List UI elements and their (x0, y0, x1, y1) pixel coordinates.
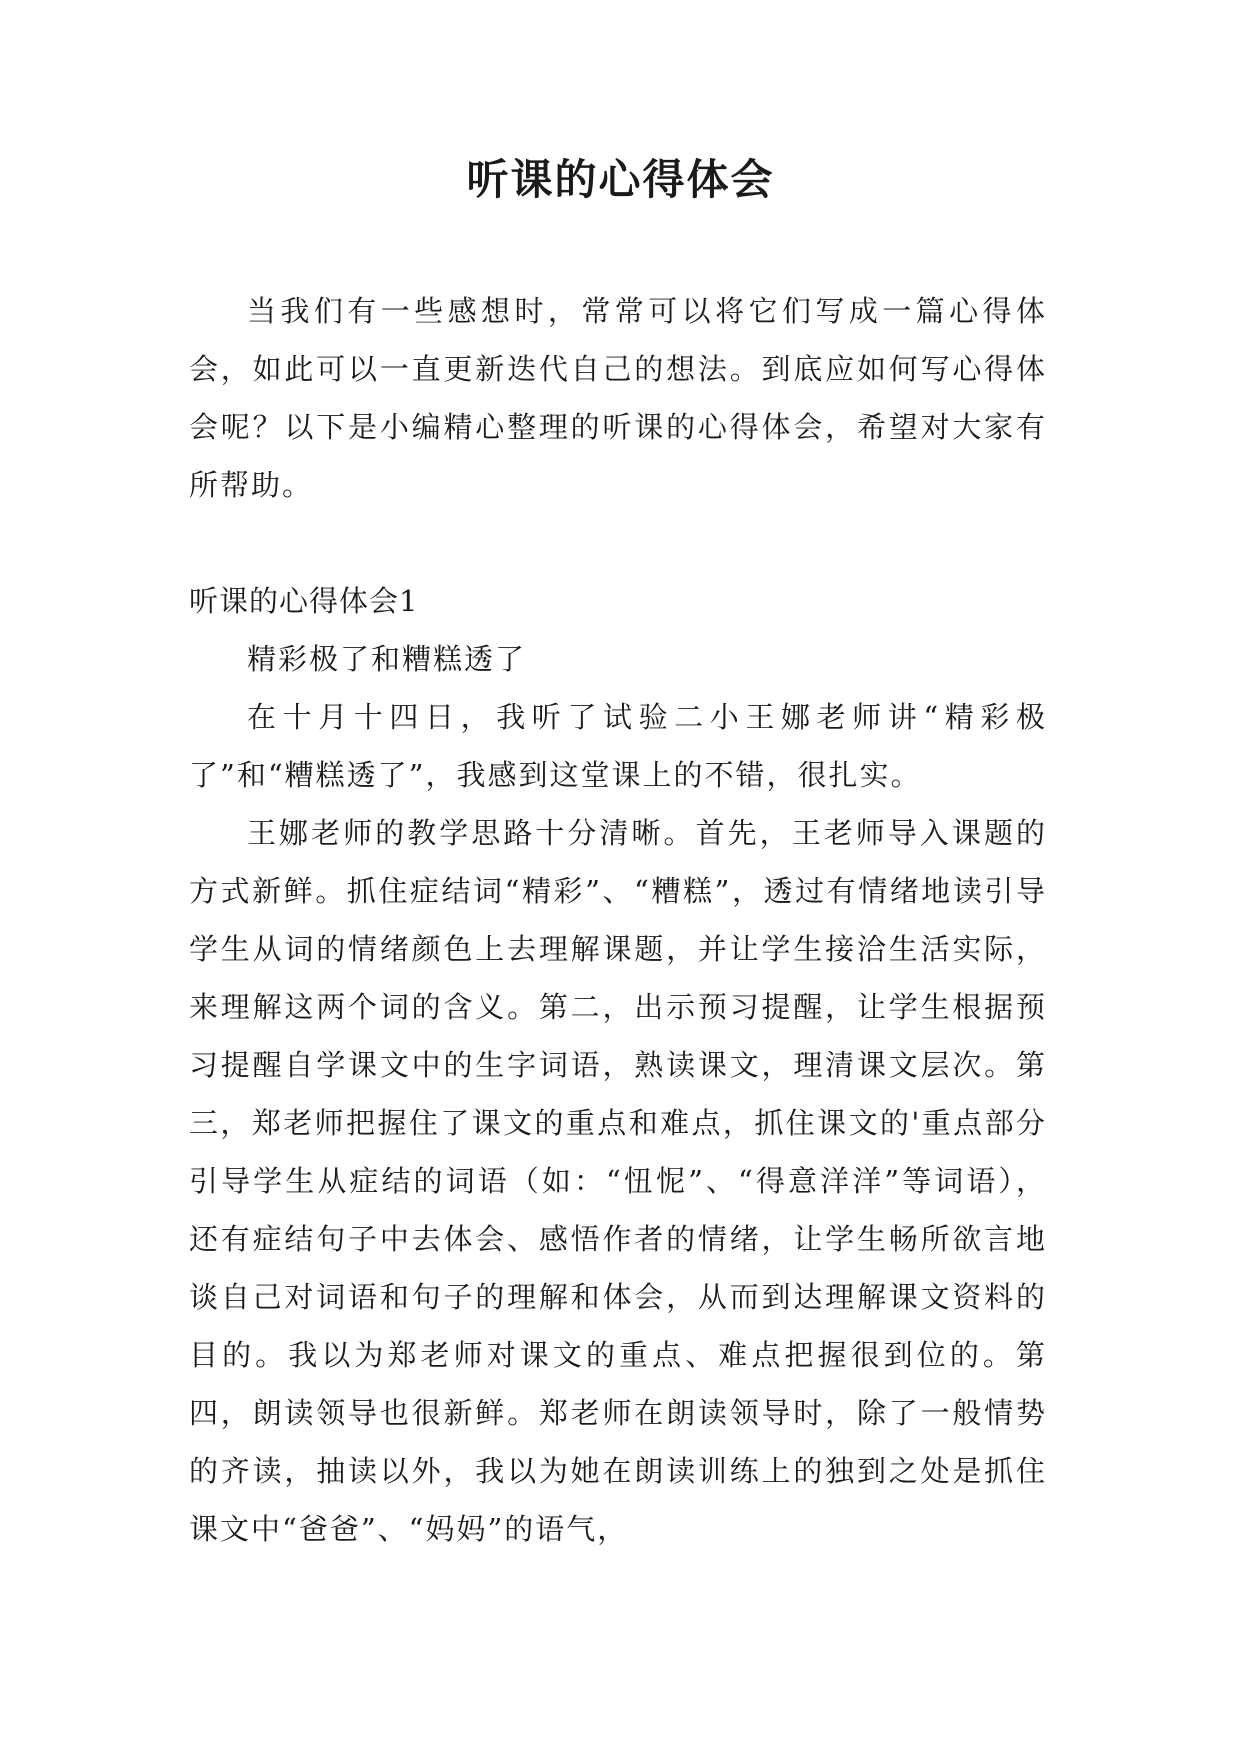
document-title: 听课的心得体会 (466, 155, 775, 204)
section-subtitle: 精彩极了和糟糕透了 (247, 642, 527, 676)
body-paragraph-2: 王娜老师的教学思路十分清晰。首先，王老师导入课题的方式新鲜。抓住症结词“精彩”、“糟糕”，透过有情绪地读引导学生从词的情绪颜色上去理解课题，并让学生接洽生活实际，来理解这两个词的含义。第二，出示预习提醒，让学生根据预习提醒自学课文中的生字词语，熟读课文，理清课文层次。第三，郑老师把握住了课文的重点和难点，抓住课文的'重点部分引导学生从症结的词语（如：“忸怩”、“得意洋洋”等词语），还有症结句子中去体会、感悟作者的情绪，让学生畅所欲言地谈自己对词语和句子的理解和体会，从而到达理解课文资料的目的。我以为郑老师对课文的重点、难点把握很到位的。第四，朗读领导也很新鲜。郑老师在朗读领导时，除了一般情势的齐读，抽读以外，我以为她在朗读训练上的独到之处是抓住课文中“爸爸”、“妈妈”的语气， (189, 816, 1047, 1546)
section-spacer (189, 514, 1047, 572)
section-heading: 听课的心得体会1 (189, 584, 419, 618)
document-body (189, 282, 1047, 1558)
body-paragraph-1: 在十月十四日，我听了试验二小王娜老师讲“精彩极了”和“糟糕透了”，我感到这堂课上的不错，很扎实。 (189, 700, 1047, 792)
intro-paragraph: 当我们有一些感想时，常常可以将它们写成一篇心得体会，如此可以一直更新迭代自己的想法。到底应如何写心得体会呢？以下是小编精心整理的听课的心得体会，希望对大家有所帮助。 (189, 294, 1047, 502)
